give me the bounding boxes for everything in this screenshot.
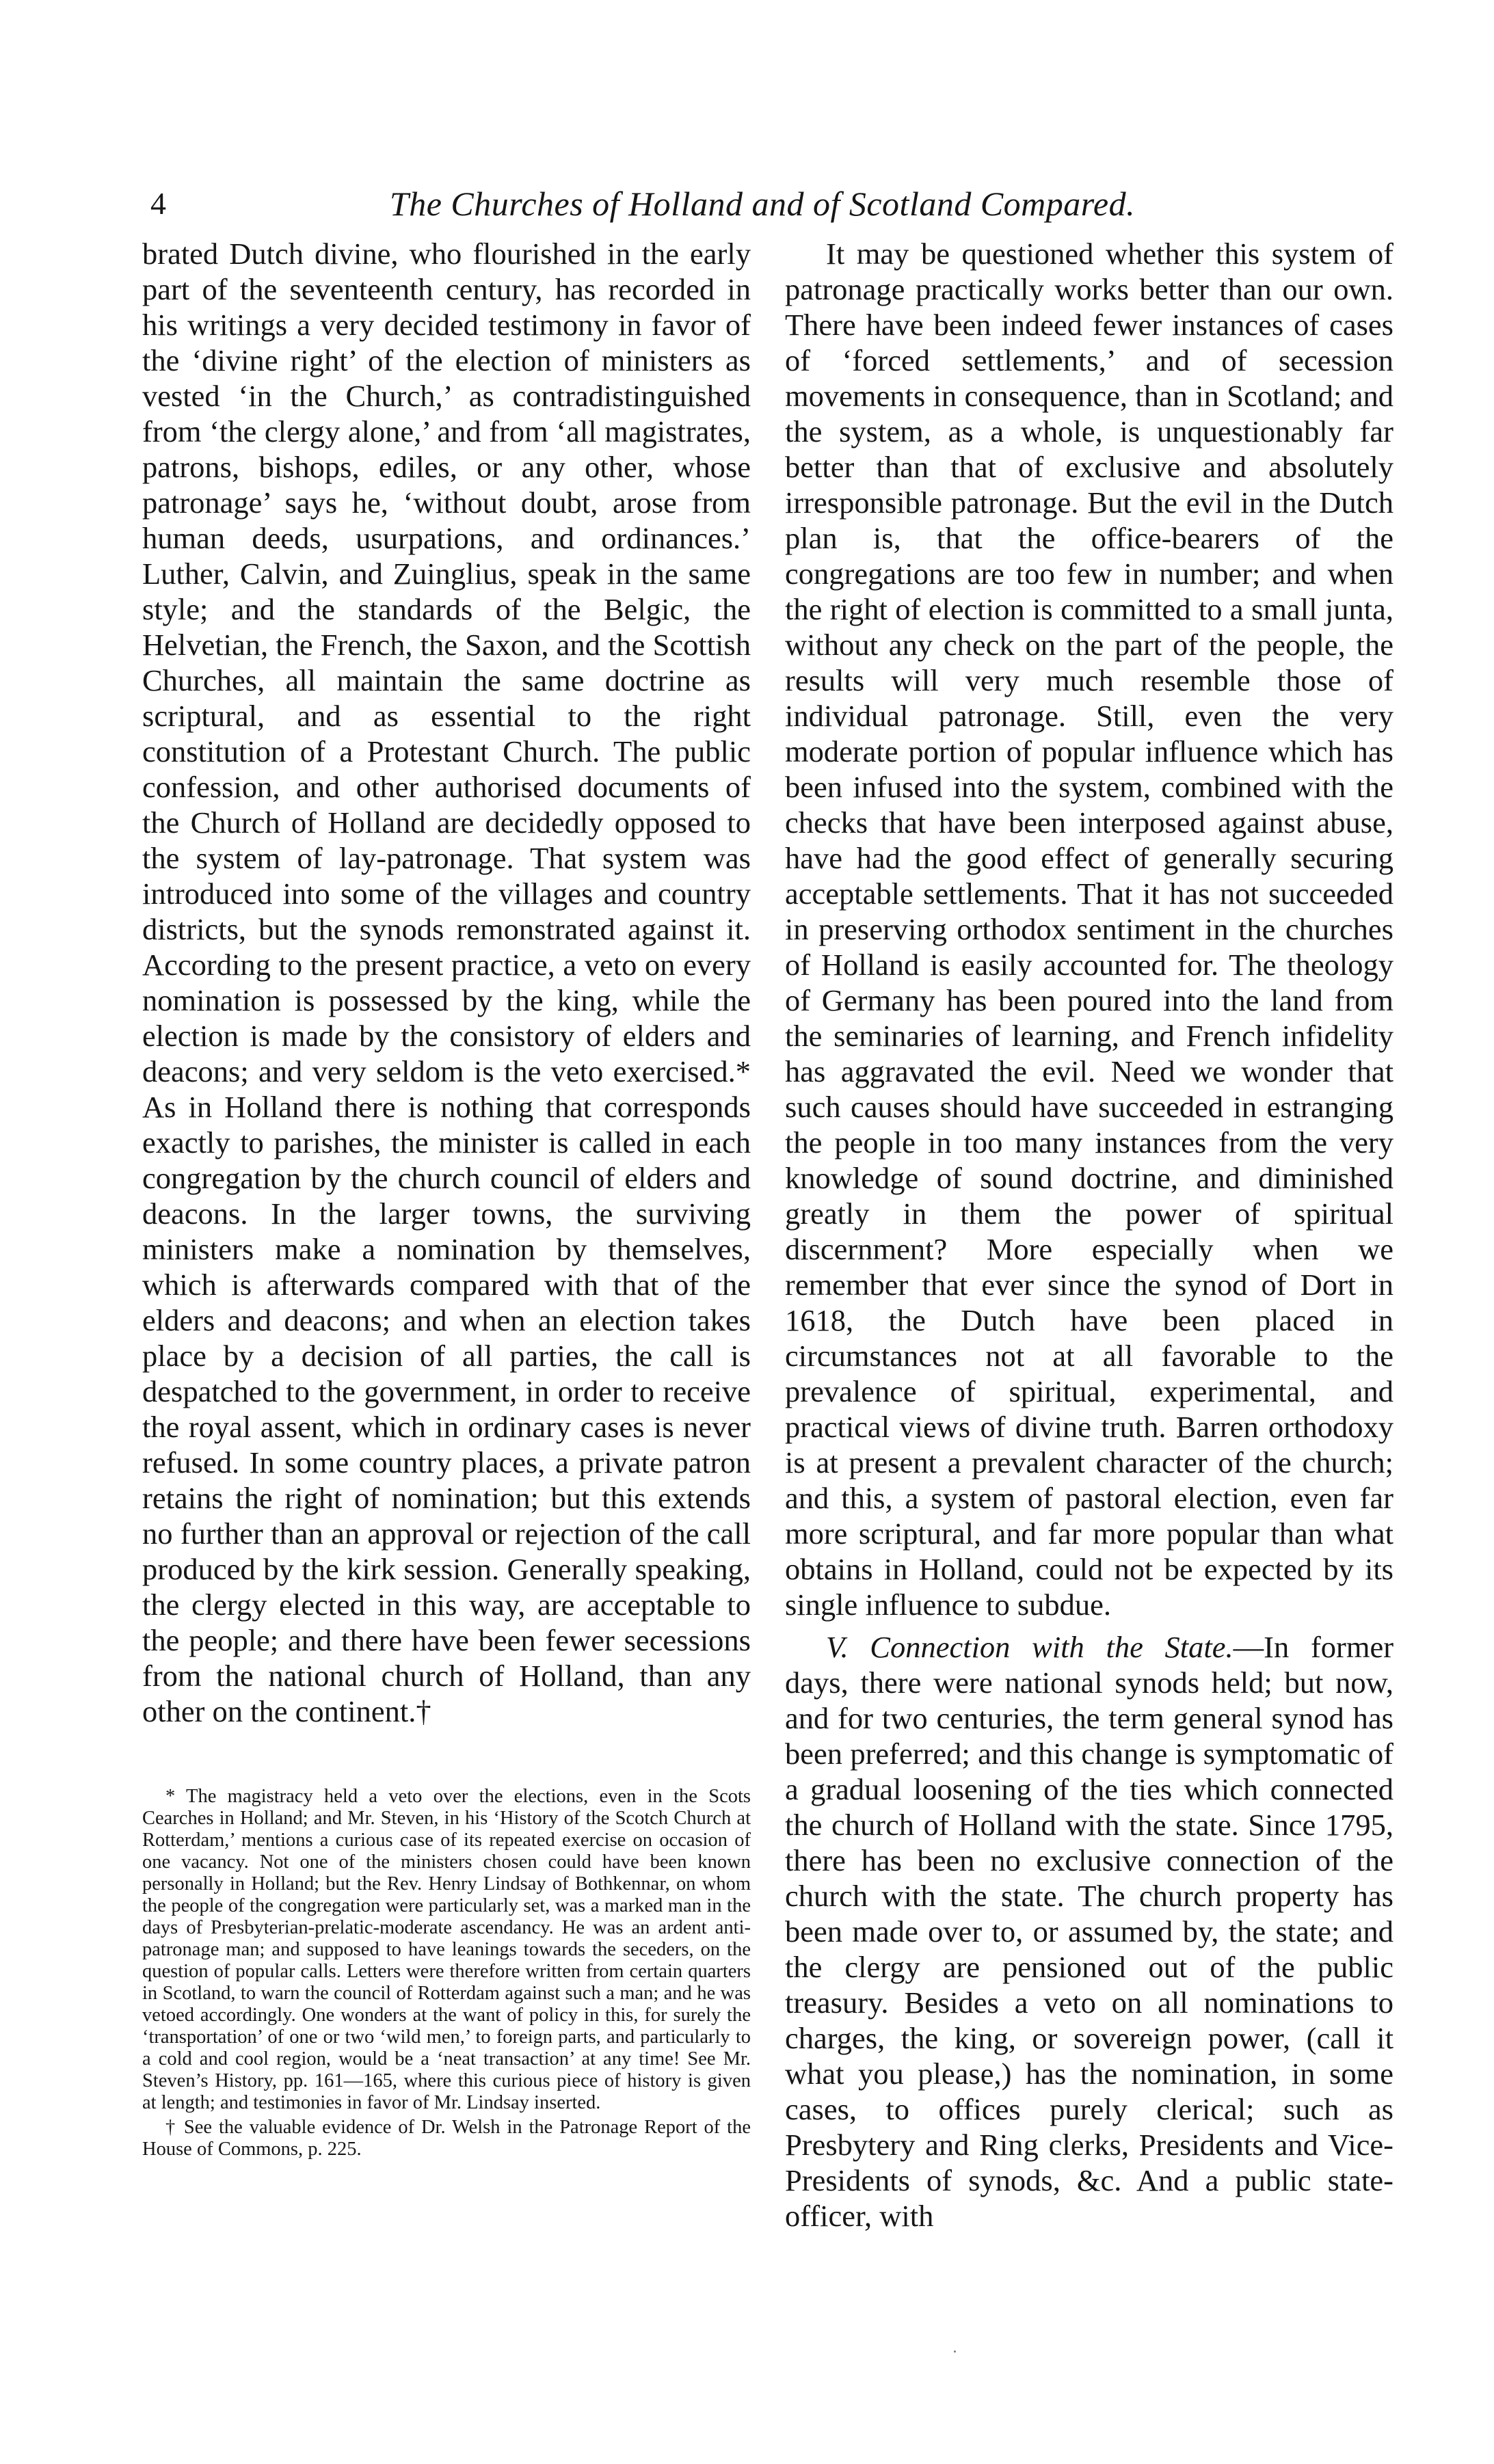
- right-column-paragraph-2: [785, 1629, 1393, 2234]
- right-column: [785, 236, 1393, 2234]
- footnote-1: * The magistracy held a veto over the elections, even in the Scots Cearches in Holland; and Mr. Steven, in his ‘History of the Scotch Church at Rotterdam,’ mentions a curious case of its repeated exercise on occasion of one vacancy. Not one of the ministers chosen could have been known personally in Holland; but the Rev. Henry Lindsay of Bothkennar, on whom the people of the congregation were particularly set, was a marked man in the days of Presbyterian-prelatic-moderate ascendancy. He was an ardent anti-patronage man; and supposed to have leanings towards the seceders, on the question of popular calls. Letters were therefore written from certain quarters in Scotland, to warn the council of Rotterdam against such a man; and he was vetoed accordingly. One wonders at the want of policy in this, for surely the ‘transportation’ of one or two ‘wild men,’ to foreign parts, and particularly to a cold and cool region, would be a ‘neat transaction’ at any time! See Mr. Steven’s History, pp. 161—165, where this curious piece of history is given at length; and testimonies in favor of Mr. Lindsay inserted.: [142, 1786, 751, 2113]
- right-column-paragraph-1: It may be questioned whether this system of patronage practically works better than our own. There have been indeed fewer instances of cases of ‘forced settlements,’ and of secession movements in consequence, than in Scotland; and the system, as a whole, is unquestionably far better than that of exclusive and absolutely irresponsible patronage. But the evil in the Dutch plan is, that the office-bearers of the congregations are too few in number; and when the right of election is committed to a small junta, without any check on the part of the people, the results will very much resemble those of individual patronage. Still, even the very moderate portion of popular influence which has been infused into the system, combined with the checks that have been interposed against abuse, have had the good effect of generally securing acceptable settlements. That it has not succeeded in preserving orthodox sentiment in the churches of Holland is easily accounted for. The theology of Germany has been poured into the land from the seminaries of learning, and French infidelity has aggravated the evil. Need we wonder that such causes should have succeeded in estranging the people in too many instances from the very knowledge of sound doctrine, and diminished greatly in them the power of spiritual discernment? More especially when we remember that ever since the synod of Dort in 1618, the Dutch have been placed in circumstances not at all favorable to the prevalence of spiritual, experimental, and practical views of divine truth. Barren orthodoxy is at present a prevalent character of the church; and this, a system of pastoral election, even far more scriptural, and far more popular than what obtains in Holland, could not be expected by its single influence to subdue.: [785, 237, 1393, 1622]
- footnotes: [142, 1786, 751, 2160]
- footnote-2: † See the valuable evidence of Dr. Welsh in the Patronage Report of the House of Commons, p. 225.: [142, 2117, 751, 2160]
- running-title: The Churches of Holland and of Scotland Compared.: [389, 185, 1136, 223]
- ink-speck: [954, 2351, 956, 2353]
- left-column: [142, 236, 751, 1729]
- page-header: [150, 183, 1374, 238]
- section-heading: V. Connection with the State.: [826, 1630, 1233, 1664]
- left-column-paragraph: brated Dutch divine, who flourished in the early part of the seventeenth century, has recorded in his writings a very decided testimony in favor of the ‘divine right’ of the election of ministers as vested ‘in the Church,’ as contradistinguished from ‘the clergy alone,’ and from ‘all magistrates, patrons, bishops, ediles, or any other, whose patronage’ says he, ‘without doubt, arose from human deeds, usurpations, and ordinances.’ Luther, Calvin, and Zuinglius, speak in the same style; and the standards of the Belgic, the Helvetian, the French, the Saxon, and the Scottish Churches, all maintain the same doctrine as scriptural, and as essential to the right constitution of a Protestant Church. The public confession, and other authorised documents of the Church of Holland are decidedly opposed to the system of lay-patronage. That system was introduced into some of the villages and country districts, but the synods remonstrated against it. According to the present practice, a veto on every nomination is possessed by the king, while the election is made by the consistory of elders and deacons; and very seldom is the veto exercised.* As in Holland there is nothing that corresponds exactly to parishes, the minister is called in each congregation by the church council of elders and deacons. In the larger towns, the surviving ministers make a nomination by themselves, which is afterwards compared with that of the elders and deacons; and when an election takes place by a decision of all parties, the call is despatched to the government, in order to receive the royal assent, which in ordinary cases is never refused. In some country places, a private patron retains the right of nomination; but this extends no further than an approval or rejection of the call produced by the kirk session. Generally speaking, the clergy elected in this way, are acceptable to the people; and there have been fewer secessions from the national church of Holland, than any other on the continent.†: [142, 237, 751, 1728]
- page-number: 4: [150, 186, 166, 221]
- section-body: —In former days, there were national synods held; but now, and for two centuries, the term general synod has been preferred; and this change is symptomatic of a gradual loosening of the ties which connected the church of Holland with the state. Since 1795, there has been no exclusive connection of the church with the state. The church property has been made over to, or assumed by, the state; and the clergy are pensioned out of the public treasury. Besides a veto on all nominations to charges, the king, or sovereign power, (call it what you please,) has the nomination, in some cases, to offices purely clerical; such as Presbytery and Ring clerks, Presidents and Vice-Presidents of synods, &c. And a public state-officer, with: [785, 1630, 1394, 2233]
